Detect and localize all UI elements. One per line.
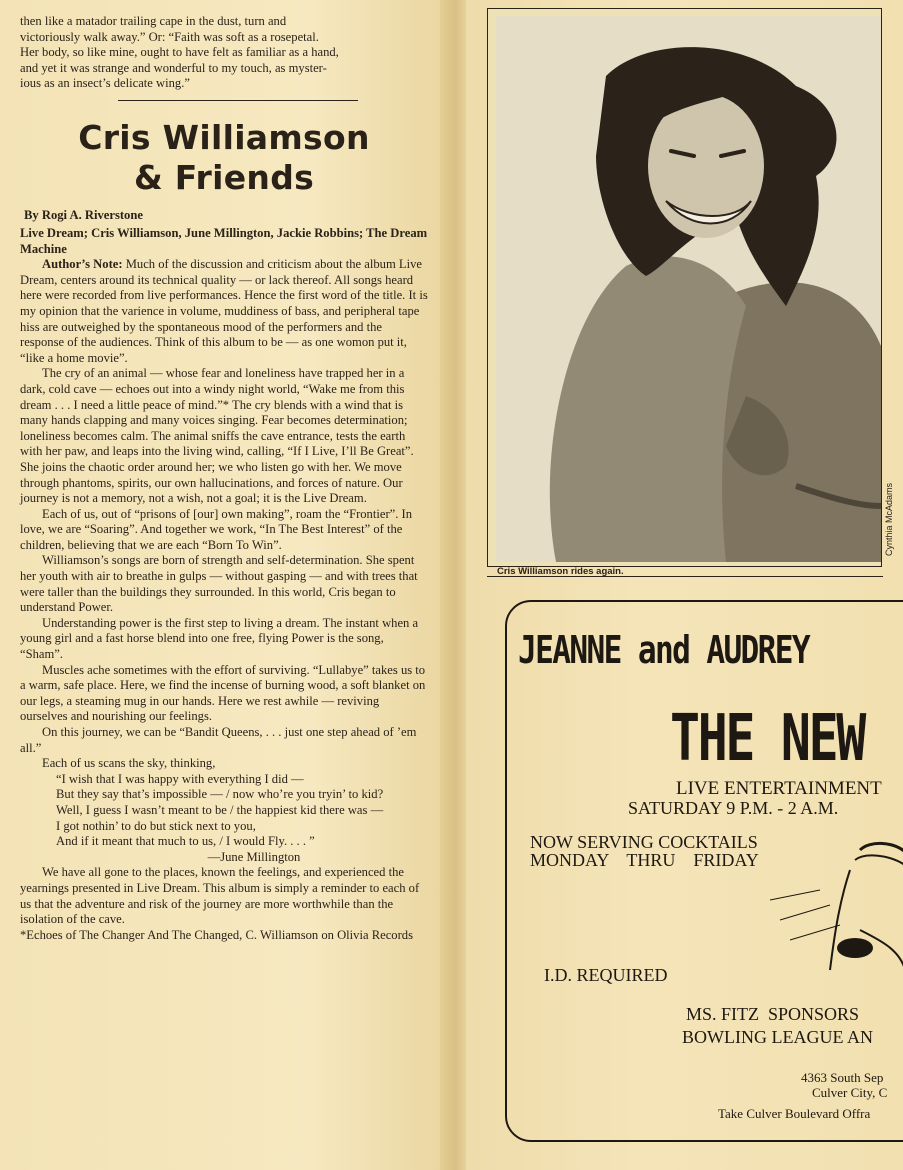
article-headline [20,118,428,198]
paragraph: Each of us, out of “prisons of [our] own making”, roam the “Frontier”. In love, we are “Soaring”. And together we work, “In The Best Interest” of the children, believing that we are each “Born To Win”. [20,506,413,552]
paragraph: We have all gone to the places, known the feelings, and experienced the yearnings presented in Live Dream. This album is simply a reminder to each of us that the adventure and risk of the journey are more worthwhile than the isolation of the cave. [20,865,420,927]
author-note-text: Much of the discussion and criticism about the album Live Dream, centers around its technical quality — or lack thereof. All songs heard here were recorded from live performances. Hence the first word of the title. It is my opinion that the varience in volume, muddiness of bass, and peripheral tape hiss are outweighed by the spontaneous mood of the performers and the response of the audiences. Think of this album to be — as one womon put it, “like a home movie”. [20,257,428,365]
ad-saturday-hours: SATURDAY 9 P.M. - 2 A.M. [628,798,839,818]
paragraph: Understanding power is the first step to living a dream. The instant when a young girl and a fast horse blend into one free, flying Power is the song, “Sham”. [20,615,419,662]
ad-id-required: I.D. REQUIRED [544,965,668,985]
album-line: Live Dream; Cris Williamson, June Millington, Jackie Robbins; The Dream Machine [20,226,428,256]
verse-line: Well, I guess I wasn’t meant to be / the happiest kid there was — [56,802,384,817]
author-note-label: Author’s Note: [42,257,123,272]
portrait-illustration [496,16,881,562]
photo-credit: Cynthia McAdams [884,482,894,556]
headline-line-2: & Friends [133,158,315,197]
article-body [20,226,428,943]
intro-line: then like a matador trailing cape in the dust, turn and [20,14,287,28]
verse-line: But they say that’s impossible — / now who’re you tryin’ to kid? [56,787,384,802]
verse-line: And if it meant that much to us, / I would Fly. . . . ” [56,834,315,849]
photo-caption: Cris Williamson rides again. [497,566,624,577]
intro-text [20,14,428,92]
intro-line: Her body, so like mine, ought to have felt as familiar as a hand, [20,45,339,60]
paragraph: Each of us scans the sky, thinking, [42,756,216,771]
paragraph: Williamson’s songs are born of strength and self-determination. She spent her youth with air to breathe in gulps — without gasping — and with trees that were taller than the buildings they surrounded. In this world, Cris began to understand Power. [20,553,418,615]
portrait-photo [496,16,881,562]
caption-rule [487,576,883,577]
verse-line: “I wish that I was happy with everything I did — [56,771,304,786]
ad-sketch-illustration [760,830,903,980]
ad-directions: Take Culver Boulevard Offra [718,1106,871,1121]
ad-address-street: 4363 South Sep [801,1070,884,1085]
ad-bowling-league: BOWLING LEAGUE AN [682,1027,873,1047]
ad-cocktails: NOW SERVING COCKTAILS [530,832,758,852]
ad-address-city: Culver City, C [812,1085,888,1100]
ad-sponsors: MS. FITZ SPONSORS [686,1004,860,1024]
paragraph: Muscles ache sometimes with the effort of surviving. “Lullabye” takes us to a warm, safe place. Here, we find the incense of burning wood, a soft blanket on our legs, a steaming mug in our hands. Here we rest awhile — reviving ourselves and nourishing our feelings. [20,662,426,724]
headline-line-1: Cris Williamson [78,118,370,157]
byline: By Rogi A. Riverstone [24,208,143,222]
ad-live-entertainment: LIVE ENTERTAINMENT [676,778,882,799]
intro-line: victoriously walk away.” Or: “Faith was soft as a rosepetal. [20,29,319,44]
intro-line: ious as an insect’s delicate wing.” [20,76,190,91]
paragraph: The cry of an animal — whose fear and loneliness have trapped her in a dark, cold cave — echoes out into a windy night world, “Wake me from this dream . . . I need a little peace of mind.”* The cry blends with a wind that is many hands clapping and many voices singing. Fear becomes determination; loneliness becomes calm. The animal sniffs the cave entrance, tests the earth with her paw, and leaps into the living wind, calling, “If I Live, I’ll Be Great”. She joins the chaotic order around her; we who listen go with her. We move through phantoms, spirits, our own hallucinations, and forces of nature. Our journey is not a memory, not a wish, not a goal; it is the Live Dream. [20,366,414,506]
paragraph: On this journey, we can be “Bandit Queens, . . . just one step ahead of ’em all.” [20,725,417,755]
ad-weekdays: MONDAY THRU FRIDAY [530,850,759,870]
verse-credit: —June Millington [207,849,301,864]
footnote: *Echoes of The Changer And The Changed, C. Williamson on Olivia Records [20,927,413,942]
ad-headline: THE NEW [670,702,865,776]
ad-title: JEANNE and AUDREY [518,628,810,672]
intro-line: and yet it was strange and wonderful to my touch, as myster- [20,60,327,75]
author-note [20,257,428,366]
verse-line: I got nothin’ to do but stick next to you, [56,818,256,833]
section-divider [118,100,358,101]
